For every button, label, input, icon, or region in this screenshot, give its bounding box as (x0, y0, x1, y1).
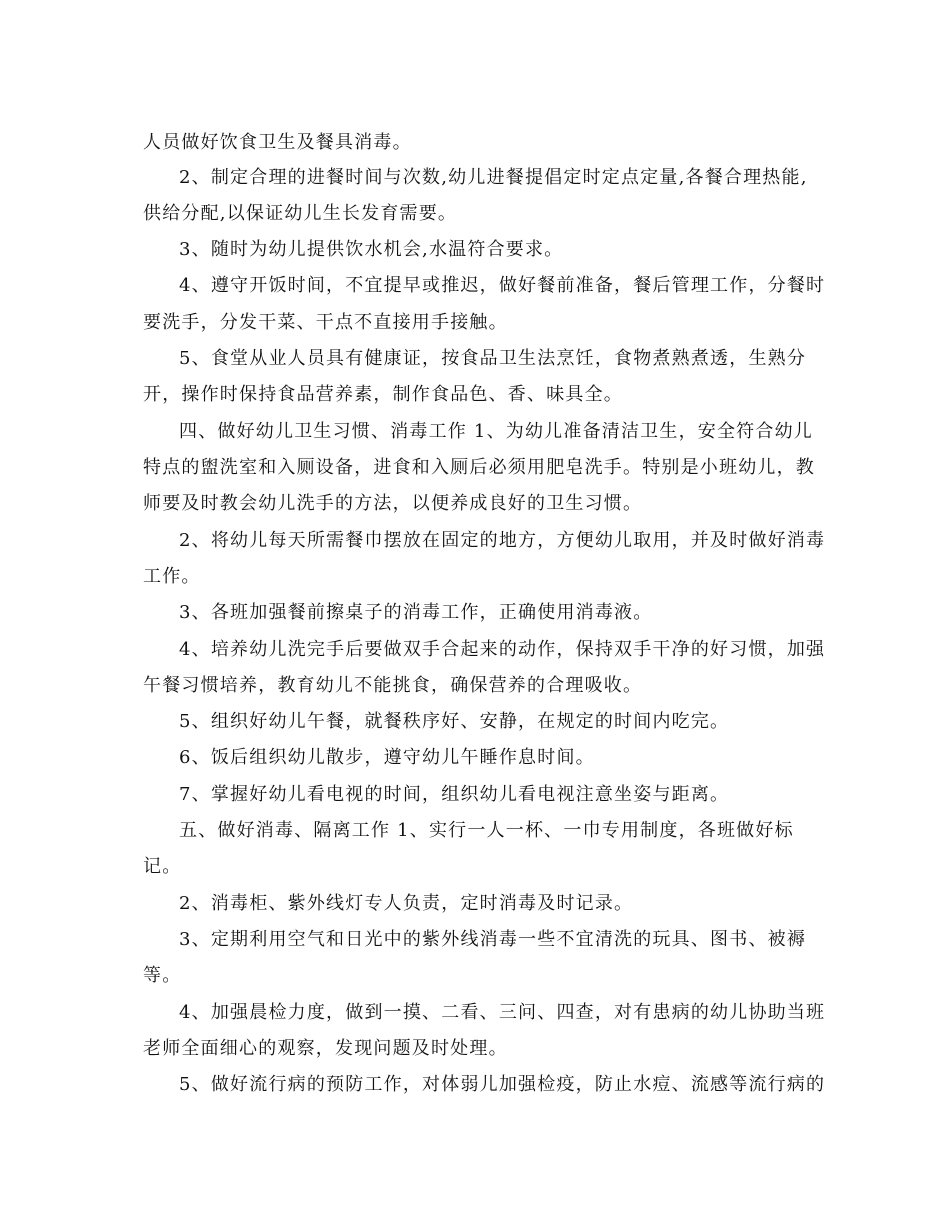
text-line: 供给分配,以保证幼儿生长发育需要。 (143, 203, 458, 224)
text-line: 4、遵守开饭时间，不宜提早或推迟，做好餐前准备，餐后管理工作，分餐时 (179, 275, 826, 296)
text-line: 2、将幼儿每天所需餐巾摆放在固定的地方，方便幼儿取用，并及时做好消毒 (179, 530, 826, 551)
text-line: 工作。 (143, 566, 201, 587)
text-line: 记。 (143, 856, 182, 877)
text-line: 人员做好饮食卫生及餐具消毒。 (143, 132, 412, 153)
text-line: 5、做好流行病的预防工作，对体弱儿加强检疫，防止水痘、流感等流行病的 (179, 1074, 826, 1095)
text-line: 3、各班加强餐前擦桌子的消毒工作，正确使用消毒液。 (179, 602, 653, 623)
text-line: 等。 (143, 965, 182, 986)
text-line: 5、食堂从业人员具有健康证，按食品卫生法烹饪，食物煮熟煮透，生熟分 (179, 348, 807, 369)
text-line: 4、培养幼儿洗完手后要做双手合起来的动作，保持双手干净的好习惯，加强 (179, 639, 826, 660)
text-line: 3、定期利用空气和日光中的紫外线消毒一些不宜清洗的玩具、图书、被褥 (179, 929, 807, 950)
text-line: 2、制定合理的进餐时间与次数,幼儿进餐提倡定时定点定量,各餐合理热能, (179, 167, 808, 188)
text-line: 5、组织好幼儿午餐，就餐秩序好、安静，在规定的时间内吃完。 (179, 711, 730, 732)
text-line: 要洗手，分发干菜、干点不直接用手接触。 (143, 312, 508, 333)
text-line: 午餐习惯培养，教育幼儿不能挑食，确保营养的合理吸收。 (143, 675, 643, 696)
text-line: 五、做好消毒、隔离工作 1、实行一人一杯、一巾专用制度，各班做好标 (179, 820, 794, 841)
text-line: 6、饭后组织幼儿散步，遵守幼儿午睡作息时间。 (179, 747, 595, 768)
text-line: 特点的盥洗室和入厕设备，进食和入厕后必须用肥皂洗手。特别是小班幼儿，教 (143, 457, 815, 478)
text-line: 4、加强晨检力度，做到一摸、二看、三问、四查，对有患病的幼儿协助当班 (179, 1002, 826, 1023)
text-line: 3、随时为幼儿提供饮水机会,水温符合要求。 (179, 239, 564, 260)
text-line: 老师全面细心的观察，发现问题及时处理。 (143, 1038, 508, 1059)
text-line: 开，操作时保持食品营养素，制作食品色、香、味具全。 (143, 384, 623, 405)
text-line: 四、做好幼儿卫生习惯、消毒工作 1、为幼儿准备清洁卫生，安全符合幼儿 (179, 421, 813, 442)
text-line: 7、掌握好幼儿看电视的时间，组织幼儿看电视注意坐姿与距离。 (179, 784, 730, 805)
text-line: 2、消毒柜、紫外线灯专人负责，定时消毒及时记录。 (179, 893, 634, 914)
text-line: 师要及时教会幼儿洗手的方法，以便养成良好的卫生习惯。 (143, 493, 643, 514)
